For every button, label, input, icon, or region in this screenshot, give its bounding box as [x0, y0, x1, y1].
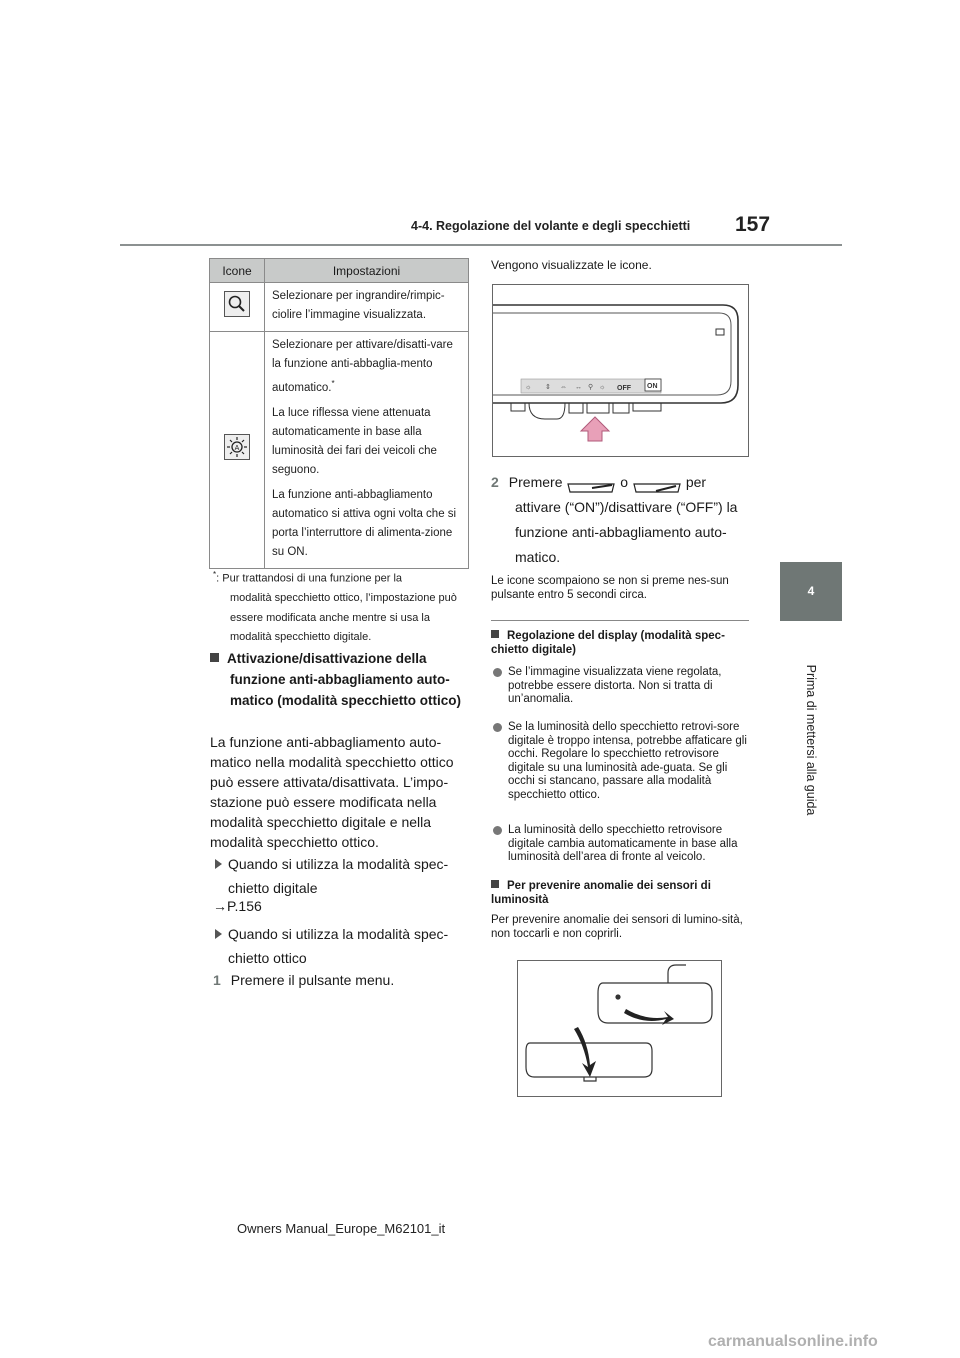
table-row	[210, 283, 469, 332]
body-paragraph: La funzione anti-abbagliamento auto-matico nella modalità specchietto ottico può essere attivata/disattivata. L’impo-stazione può essere modificata nella modalità specchietto digitale e nella modalità specchietto ottico.	[210, 734, 454, 850]
settings-text: La funzione anti-abbagliamento automatico si attiva ogni volta che si porta l’interruttore di alimenta-zione su ON.	[272, 488, 457, 558]
step-1: 1 Premere il pulsante menu.	[213, 972, 395, 988]
section-title: 4-4. Regolazione del volante e degli specchietti	[411, 219, 691, 233]
settings-text: Selezionare per attivare/disatti-vare la funzione anti-abbaglia-mento automatico.*	[272, 339, 453, 394]
page-number: 157	[735, 213, 771, 236]
svg-text:⇕: ⇕	[545, 384, 551, 391]
intro-text: Vengono visualizzate le icone.	[491, 258, 652, 272]
settings-text: La luce riflessa viene attenuata automaticamente in base alla luminosità dei fari dei veicoli che seguono.	[272, 406, 437, 476]
section-heading: Attivazione/disattivazione della funzione anti-abbagliamento auto-matico (modalità specchietto ottico)	[210, 648, 475, 711]
svg-text:⚲: ⚲	[588, 384, 594, 391]
table-row	[210, 332, 469, 569]
on-label: ON	[647, 383, 658, 390]
list-item: Quando si utilizza la modalità spec-chietto ottico	[210, 922, 475, 970]
settings-text: Selezionare per ingrandire/rimpic-ciolire l’immagine visualizzata.	[272, 290, 445, 321]
header-rule	[120, 244, 842, 246]
svg-text:A: A	[234, 444, 240, 452]
auto-dimming-icon	[224, 434, 250, 460]
watermark: carmanualsonline.info	[708, 1333, 878, 1350]
icon-settings-table	[209, 258, 469, 569]
step-2: 2 Premere o per attivare (“ON”)/disattivare (“OFF”) la funzione anti-abbagliamento auto- matico.	[491, 474, 738, 565]
table-header-row	[210, 259, 469, 283]
note-text: Le icone scompaiono se non si preme nes-sun pulsante entro 5 secondi circa.	[491, 575, 729, 601]
list-item: Se la luminosità dello specchietto retrovi-sore digitale è troppo intensa, potrebbe affaticare gli occhi. Regolare lo specchietto retrovisore digitale su una luminosità ade-guata. Se gli occhi si stancano, passare alla modalità specchietto ottico.	[491, 721, 749, 802]
column-header-impostazioni: Impostazioni	[265, 259, 469, 283]
dimmer-right-button-icon	[632, 477, 682, 489]
settings-cell	[265, 332, 469, 569]
icon-cell	[210, 332, 265, 569]
page-reference: →P.156	[213, 898, 262, 914]
divider	[491, 620, 749, 621]
off-label: OFF	[617, 385, 631, 392]
icon-cell	[210, 283, 265, 332]
square-bullet-icon	[491, 880, 499, 888]
svg-text:↔: ↔	[575, 384, 582, 391]
magnifier-icon	[224, 291, 250, 317]
settings-cell	[265, 283, 469, 332]
list-item: La luminosità dello specchietto retrovisore digitale cambia automaticamente in base alla luminosità dell’area di fronte al veicolo.	[491, 824, 749, 865]
sensors-text: Per prevenire anomalie dei sensori di lumino-sità, non toccarli e non coprirli.	[491, 914, 743, 940]
list-item: Quando si utilizza la modalità spec-chietto digitale	[210, 852, 475, 900]
dimmer-left-button-icon	[566, 477, 616, 489]
square-bullet-icon	[491, 630, 499, 638]
footnote-mark: *	[331, 379, 335, 388]
column-header-icone: Icone	[210, 259, 265, 283]
svg-text:⇔: ⇔	[560, 384, 567, 391]
chapter-tab: 4	[780, 562, 842, 621]
footnote-mark: *	[213, 570, 217, 579]
chapter-title: Prima di mettersi alla guida	[804, 664, 818, 816]
mirror-sensors-figure	[517, 960, 722, 1097]
square-bullet-icon	[210, 653, 219, 662]
svg-text:☼: ☼	[599, 384, 606, 391]
footer-text: Owners Manual_Europe_M62101_it	[237, 1221, 446, 1236]
display-heading: Regolazione del display (modalità spec-chietto digitale)	[491, 630, 725, 656]
list-item: Se l’immagine visualizzata viene regolata, potrebbe essere distorta. Non si tratta di un’anomalia.	[491, 666, 749, 707]
footnote: *: Pur trattandosi di una funzione per la modalità specchietto ottico, l’impostazione può essere modificata anche mentre si usa la modalità specchietto digitale.	[213, 570, 457, 644]
mirror-icons-figure	[492, 284, 749, 457]
sensors-heading: Per prevenire anomalie dei sensori di luminosità	[491, 880, 711, 906]
svg-text:☼: ☼	[525, 384, 532, 391]
